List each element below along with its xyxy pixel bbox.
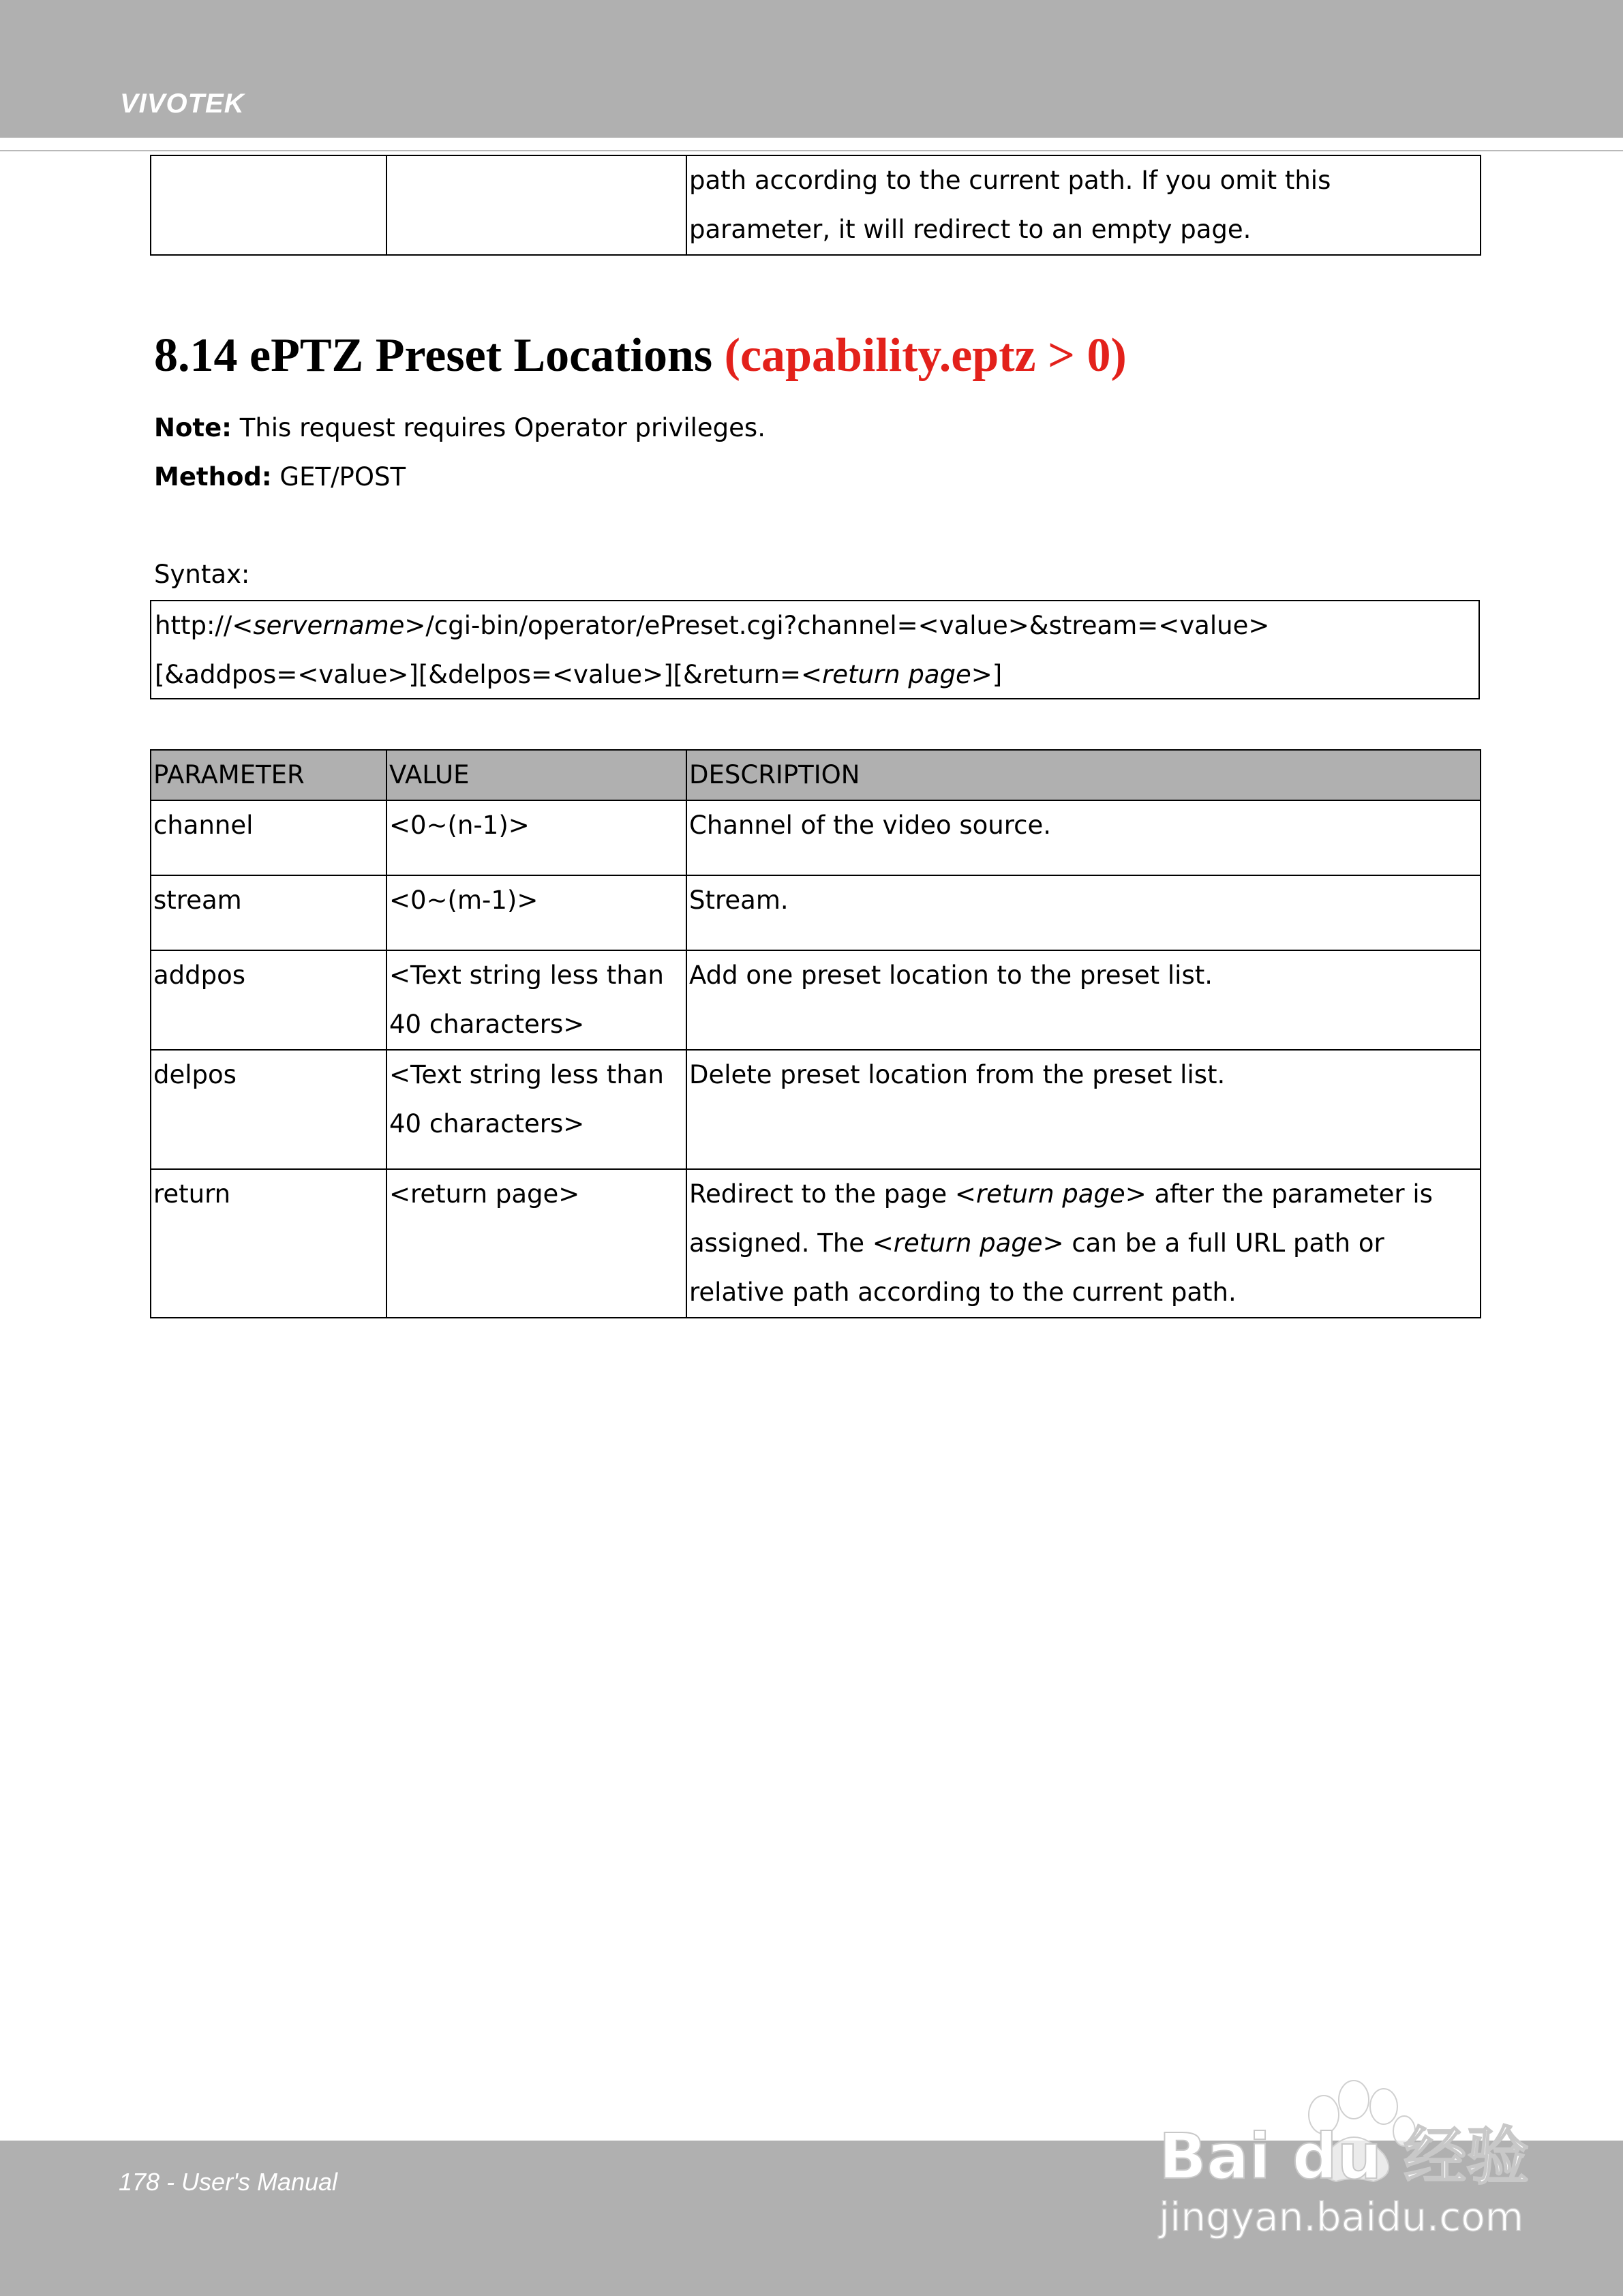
table-row — [151, 1169, 1481, 1318]
column-header-parameter: PARAMETER — [151, 750, 386, 800]
syntax-text: [&addpos=<value>][&delpos=<value>][&return= — [155, 660, 801, 689]
method-label: Method: — [154, 462, 272, 492]
syntax-line-2 — [151, 650, 1478, 699]
syntax-text: ] — [992, 660, 1003, 689]
baidu-jingyan-watermark — [1152, 2052, 1534, 2243]
param-value: <return page> — [386, 1169, 686, 1318]
watermark-url: jingyan.baidu.com — [1159, 2194, 1524, 2240]
table-cell: path according to the current path. If you omit this parameter, it will redirect to an empty page. — [686, 155, 1481, 255]
param-value: <Text string less than 40 characters> — [386, 950, 686, 1050]
brand-name: VIVOTEK — [120, 89, 245, 119]
param-description: Channel of the video source. — [686, 800, 1481, 875]
param-value: <Text string less than 40 characters> — [386, 1050, 686, 1169]
description-text: after the parameter is assigned. The — [689, 1179, 1433, 1258]
syntax-placeholder: <servername> — [232, 611, 426, 640]
param-name: stream — [151, 875, 386, 950]
description-placeholder: <return page> — [872, 1228, 1064, 1258]
header-divider — [0, 150, 1623, 151]
param-value: <0~(n-1)> — [386, 800, 686, 875]
method-line — [154, 453, 406, 502]
table-row — [151, 800, 1481, 875]
parameter-table — [150, 749, 1481, 1318]
section-title-text: 8.14 ePTZ Preset Locations — [154, 329, 713, 382]
column-header-value: VALUE — [386, 750, 686, 800]
param-description: Delete preset location from the preset list. — [686, 1050, 1481, 1169]
param-name: delpos — [151, 1050, 386, 1169]
param-description — [686, 1169, 1481, 1318]
note-line — [154, 404, 765, 453]
syntax-label: Syntax: — [154, 560, 250, 589]
syntax-placeholder: <return page> — [800, 660, 992, 689]
table-cell — [151, 155, 386, 255]
param-value: <0~(m-1)> — [386, 875, 686, 950]
param-name: return — [151, 1169, 386, 1318]
table-header-row — [151, 750, 1481, 800]
page-number: 178 - User's Manual — [119, 2168, 338, 2196]
syntax-line-1 — [151, 601, 1478, 650]
capability-condition: (capability.eptz > 0) — [724, 329, 1127, 382]
syntax-text: /cgi-bin/operator/ePreset.cgi?channel=<value>&stream=<value> — [425, 611, 1270, 640]
section-title — [154, 323, 1127, 389]
table-cell — [386, 155, 686, 255]
param-name: addpos — [151, 950, 386, 1050]
param-description: Add one preset location to the preset list. — [686, 950, 1481, 1050]
description-text: can be a full URL path or relative path according to the current path. — [689, 1228, 1384, 1307]
description-placeholder: <return page> — [954, 1179, 1147, 1209]
table-row — [151, 155, 1481, 255]
method-text: GET/POST — [271, 462, 406, 492]
watermark-brand: Bai du 经验 — [1159, 2120, 1530, 2193]
note-text: This request requires Operator privileges. — [231, 413, 765, 442]
continued-table — [150, 155, 1481, 256]
description-text: Redirect to the page — [689, 1179, 955, 1209]
syntax-text: http:// — [155, 611, 232, 640]
param-name: channel — [151, 800, 386, 875]
table-row — [151, 1050, 1481, 1169]
syntax-box — [150, 600, 1480, 699]
table-row — [151, 950, 1481, 1050]
column-header-description: DESCRIPTION — [686, 750, 1481, 800]
param-description: Stream. — [686, 875, 1481, 950]
table-row — [151, 875, 1481, 950]
note-label: Note: — [154, 413, 232, 442]
